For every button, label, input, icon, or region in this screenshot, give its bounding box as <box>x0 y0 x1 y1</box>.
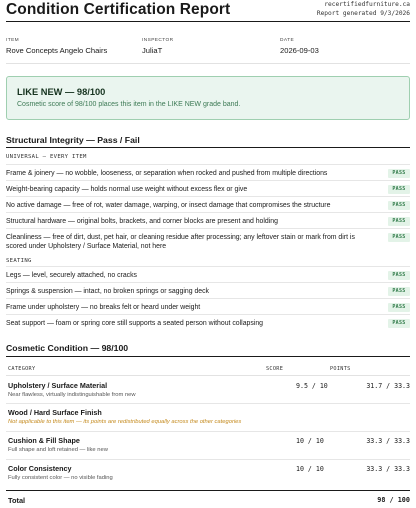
category-points: 33.3 / 33.3 <box>366 437 410 445</box>
header-divider <box>6 21 410 22</box>
total-row <box>6 490 410 508</box>
category-score: 10 / 10 <box>296 437 324 445</box>
check-text: Frame & joinery — no wobble, looseness, or separation when rocked and pushed from multiple directions <box>6 170 328 177</box>
col-points-header: POINTS <box>330 366 351 372</box>
cosmetic-section-rule <box>6 356 410 357</box>
category-name: Color Consistency <box>8 464 72 473</box>
row-divider <box>6 459 410 460</box>
grade-banner <box>6 76 410 120</box>
report-header <box>6 0 410 20</box>
check-row <box>6 228 410 253</box>
meta-date-value: 2026-09-03 <box>280 46 319 55</box>
col-category-header: CATEGORY <box>8 366 36 372</box>
category-points: 33.3 / 33.3 <box>366 465 410 473</box>
pass-badge: PASS <box>388 217 410 226</box>
category-note: Near flawless, virtually indistinguishable from new <box>8 392 136 398</box>
table-header-rule <box>6 375 410 376</box>
check-row <box>6 266 410 282</box>
check-row <box>6 196 410 212</box>
meta-item <box>6 38 107 55</box>
universal-group-label: UNIVERSAL — EVERY ITEM <box>6 154 87 160</box>
check-text: Structural hardware — original bolts, brackets, and corner blocks are present and holding <box>6 218 278 225</box>
meta-date-label: DATE <box>280 38 295 43</box>
check-text: Cleanliness — free of dirt, dust, pet hair, or cleaning residue after processing; any leftover stain or mark from dirt is scored under Upholstery / Surface Material, not here <box>6 234 355 250</box>
row-divider <box>6 403 410 404</box>
grade-title: LIKE NEW — 98/100 <box>17 87 106 97</box>
category-points: 31.7 / 33.3 <box>366 382 410 390</box>
meta-item-label: ITEM <box>6 38 20 43</box>
table-row <box>6 381 410 403</box>
check-row <box>6 180 410 196</box>
pass-badge: PASS <box>388 201 410 210</box>
pass-badge: PASS <box>388 185 410 194</box>
category-name: Wood / Hard Surface Finish <box>8 408 102 417</box>
meta-row <box>6 38 410 58</box>
grade-description: Cosmetic score of 98/100 places this item in the LIKE NEW grade band. <box>17 101 241 108</box>
seating-checklist <box>6 266 410 332</box>
total-value: 98 / 100 <box>377 496 410 504</box>
check-row <box>6 314 410 332</box>
check-text: Weight-bearing capacity — holds normal use weight without excess flex or give <box>6 186 248 193</box>
check-text: Seat support — foam or spring core still supports a seated person without collapsing <box>6 320 264 327</box>
check-row <box>6 212 410 228</box>
col-score-header: SCORE <box>266 366 284 372</box>
pass-badge: PASS <box>388 169 410 178</box>
site-url: recertifiedfurniture.ca <box>324 1 410 8</box>
structural-section-rule <box>6 147 410 148</box>
report-title: Condition Certification Report <box>6 1 231 18</box>
table-row <box>6 436 410 458</box>
universal-checklist <box>6 164 410 253</box>
pass-badge: PASS <box>388 319 410 328</box>
seating-group-label: SEATING <box>6 258 32 264</box>
meta-divider <box>6 63 410 64</box>
category-score: 9.5 / 10 <box>296 382 328 390</box>
check-row <box>6 282 410 298</box>
table-row <box>6 408 410 430</box>
meta-inspector <box>142 38 174 55</box>
meta-inspector-value: JuliaT <box>142 46 163 55</box>
pass-badge: PASS <box>388 287 410 296</box>
pass-badge: PASS <box>388 233 410 242</box>
category-name: Cushion & Fill Shape <box>8 436 80 445</box>
pass-badge: PASS <box>388 303 410 312</box>
structural-section-title: Structural Integrity — Pass / Fail <box>6 135 140 145</box>
pass-badge: PASS <box>388 271 410 280</box>
total-label: Total <box>8 496 26 505</box>
table-row <box>6 464 410 486</box>
meta-date <box>280 38 319 55</box>
meta-inspector-label: INSPECTOR <box>142 38 174 43</box>
meta-item-value: Rove Concepts Angelo Chairs <box>6 46 108 55</box>
check-text: Frame under upholstery — no breaks felt or heard under weight <box>6 304 201 311</box>
check-row <box>6 298 410 314</box>
check-text: No active damage — free of rot, water damage, warping, or insect damage that compromises the structure <box>6 202 331 209</box>
generated-date: Report generated 9/3/2026 <box>316 10 410 17</box>
check-text: Legs — level, securely attached, no cracks <box>6 272 137 279</box>
check-text: Springs & suspension — intact, no broken springs or sagging deck <box>6 288 210 295</box>
check-row <box>6 164 410 180</box>
row-divider <box>6 431 410 432</box>
category-name: Upholstery / Surface Material <box>8 381 108 390</box>
category-note: Full shape and loft retained — like new <box>8 447 108 453</box>
category-score: 10 / 10 <box>296 465 324 473</box>
category-note-na: Not applicable to this item — its points are redistributed equally across the other categories <box>8 419 242 425</box>
cosmetic-section-title: Cosmetic Condition — 98/100 <box>6 343 129 353</box>
category-note: Fully consistent color — no visible fading <box>8 475 113 481</box>
